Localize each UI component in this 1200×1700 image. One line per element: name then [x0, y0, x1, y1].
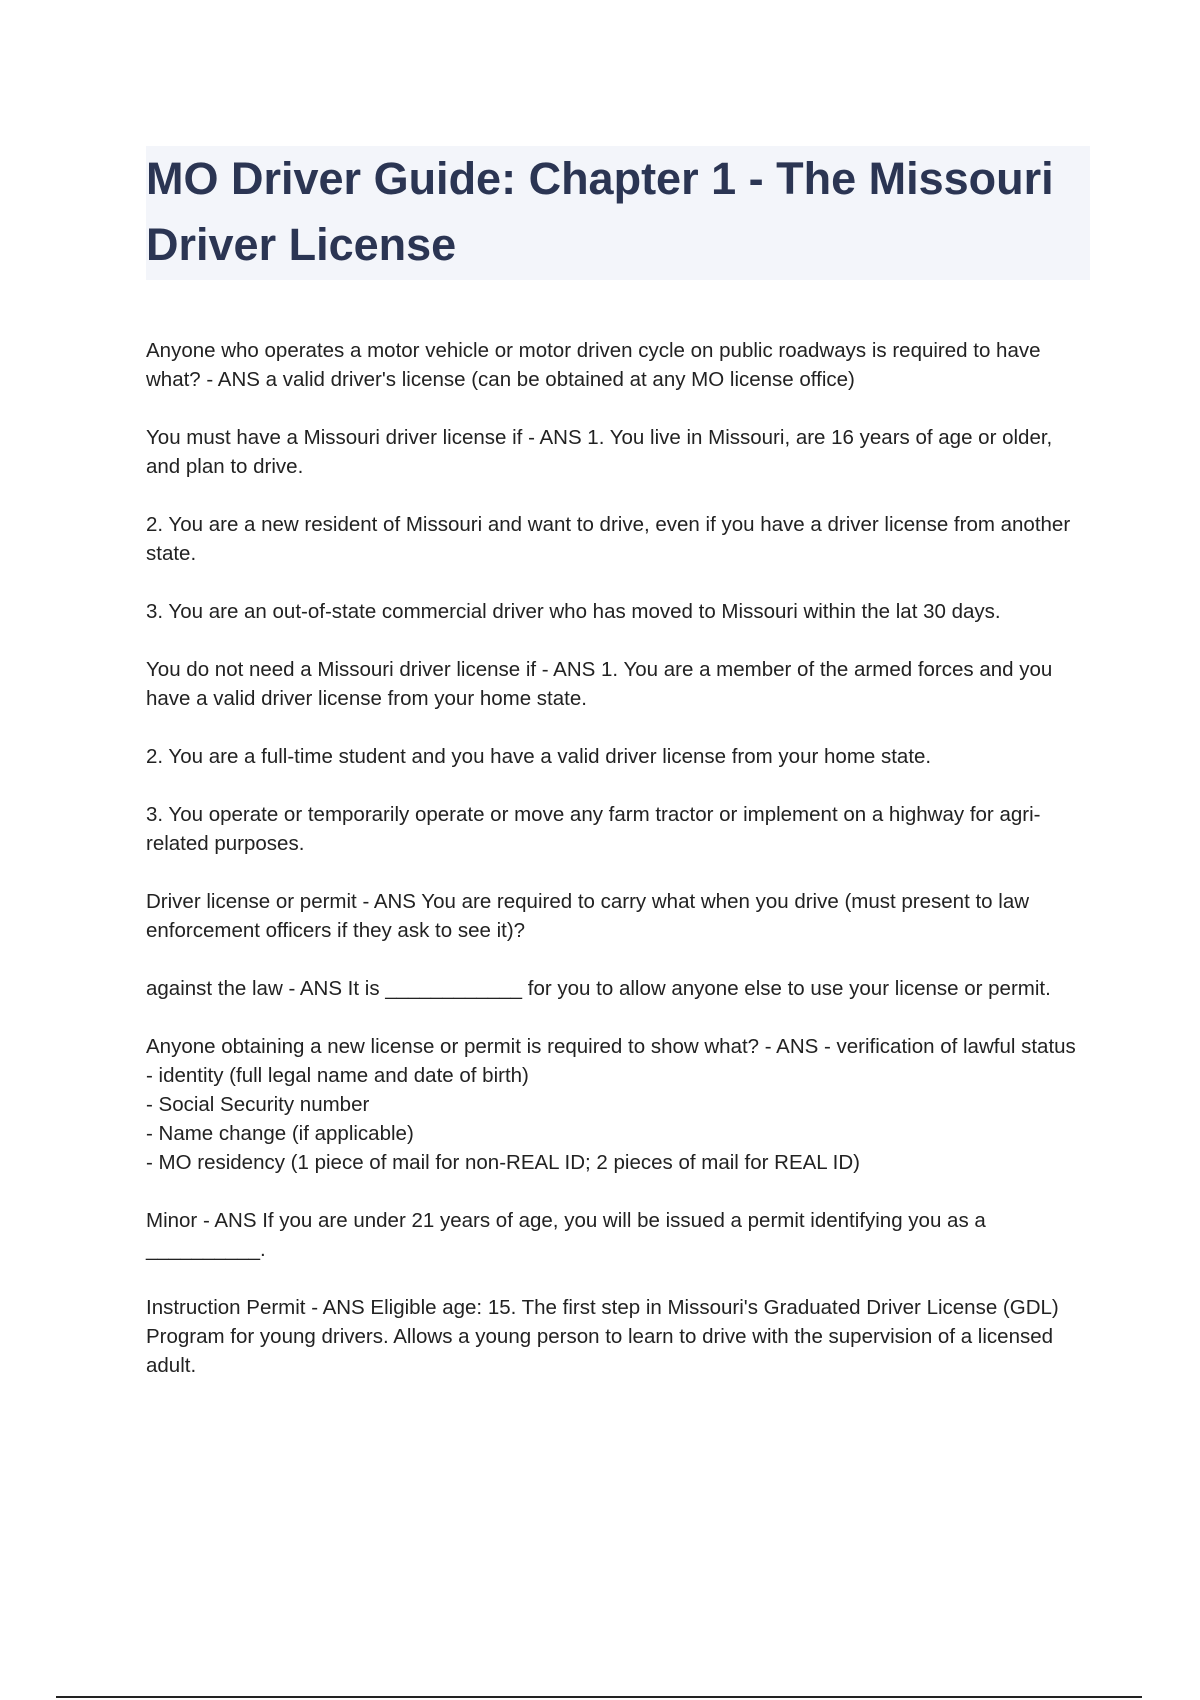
- qa-paragraph-11: Minor - ANS If you are under 21 years of age, you will be issued a permit identifying you as a __________.: [146, 1209, 986, 1261]
- qa-paragraph-10: Anyone obtaining a new license or permit is required to show what? - ANS - verification of lawful status - identity (full legal name and date of birth) - Social Security number - Name change (if applicable) - MO residency (1 piece of mail for non-REAL ID; 2 pieces of mail for REAL ID): [146, 1035, 1076, 1174]
- qa-paragraph-3: 2. You are a new resident of Missouri and want to drive, even if you have a driver license from another state.: [146, 513, 1071, 565]
- qa-paragraph-5: You do not need a Missouri driver license if - ANS 1. You are a member of the armed forces and you have a valid driver license from your home state.: [146, 658, 1053, 710]
- page-title: MO Driver Guide: Chapter 1 - The Missouri Driver License: [146, 153, 1054, 270]
- qa-paragraph-8: Driver license or permit - ANS You are required to carry what when you drive (must present to law enforcement officers if they ask to see it)?: [146, 890, 1030, 942]
- document-body: [146, 336, 1090, 1409]
- qa-paragraph-6: 2. You are a full-time student and you have a valid driver license from your home state.: [146, 745, 932, 768]
- qa-paragraph-7: 3. You operate or temporarily operate or move any farm tractor or implement on a highway for agri-related purposes.: [146, 803, 1041, 855]
- qa-paragraph-2: You must have a Missouri driver license if - ANS 1. You live in Missouri, are 16 years of age or older, and plan to drive.: [146, 426, 1053, 478]
- page-bottom-divider: [56, 1696, 1142, 1698]
- qa-paragraph-1: Anyone who operates a motor vehicle or motor driven cycle on public roadways is required to have what? - ANS a valid driver's license (can be obtained at any MO license office): [146, 339, 1041, 391]
- qa-paragraph-9: against the law - ANS It is ____________ for you to allow anyone else to use your license or permit.: [146, 977, 1051, 1000]
- qa-paragraph-4: 3. You are an out-of-state commercial driver who has moved to Missouri within the lat 30 days.: [146, 600, 1001, 623]
- title-block: [146, 146, 1090, 280]
- qa-paragraph-12: Instruction Permit - ANS Eligible age: 15. The first step in Missouri's Graduated Driver License (GDL) Program for young drivers. Allows a young person to learn to drive with the supervision of a licensed adult.: [146, 1296, 1059, 1377]
